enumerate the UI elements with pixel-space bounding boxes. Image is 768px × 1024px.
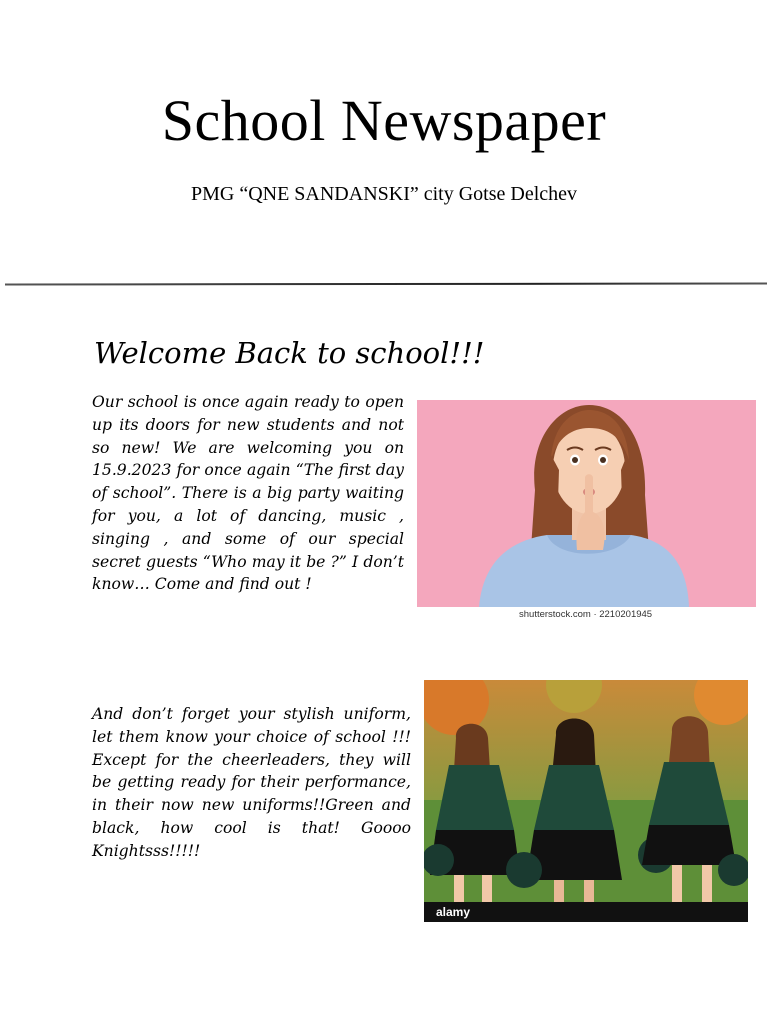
school-subtitle: PMG “QNE SANDANSKI” city Gotse Delchev [190, 183, 578, 205]
page-title: School Newspaper [161, 88, 607, 153]
article-paragraph-2: And don’t forget your stylish uniform, let them know your choice of school !!! Except for the cheerleaders, they will be getting ready for their performance, in their now new uniforms!!Green and black, how cool is that! Goooo Knightsss!!!!! [92, 705, 411, 860]
photo-2-watermark-bar [424, 902, 748, 922]
photo-2-watermark: alamy [436, 905, 471, 919]
section-divider [5, 282, 767, 285]
secret-girl-illustration [417, 400, 756, 607]
cheerleaders-photo [424, 680, 748, 922]
article-heading: Welcome Back to school!!! [94, 336, 485, 370]
cheerleaders-illustration [424, 680, 748, 922]
photo-1-credit: shutterstock.com · 2210201945 [519, 609, 653, 620]
article-paragraph-1: Our school is once again ready to open up its doors for new students and not so new! We are welcoming you on 15.9.2023 for once again “The first day of school”. There is a big party waiting for you, a lot of dancing, music , singing , and some of our special secret guests “Who may it be ?” I don’t know… Come and find out ! [92, 393, 404, 594]
secret-girl-photo [417, 400, 756, 607]
